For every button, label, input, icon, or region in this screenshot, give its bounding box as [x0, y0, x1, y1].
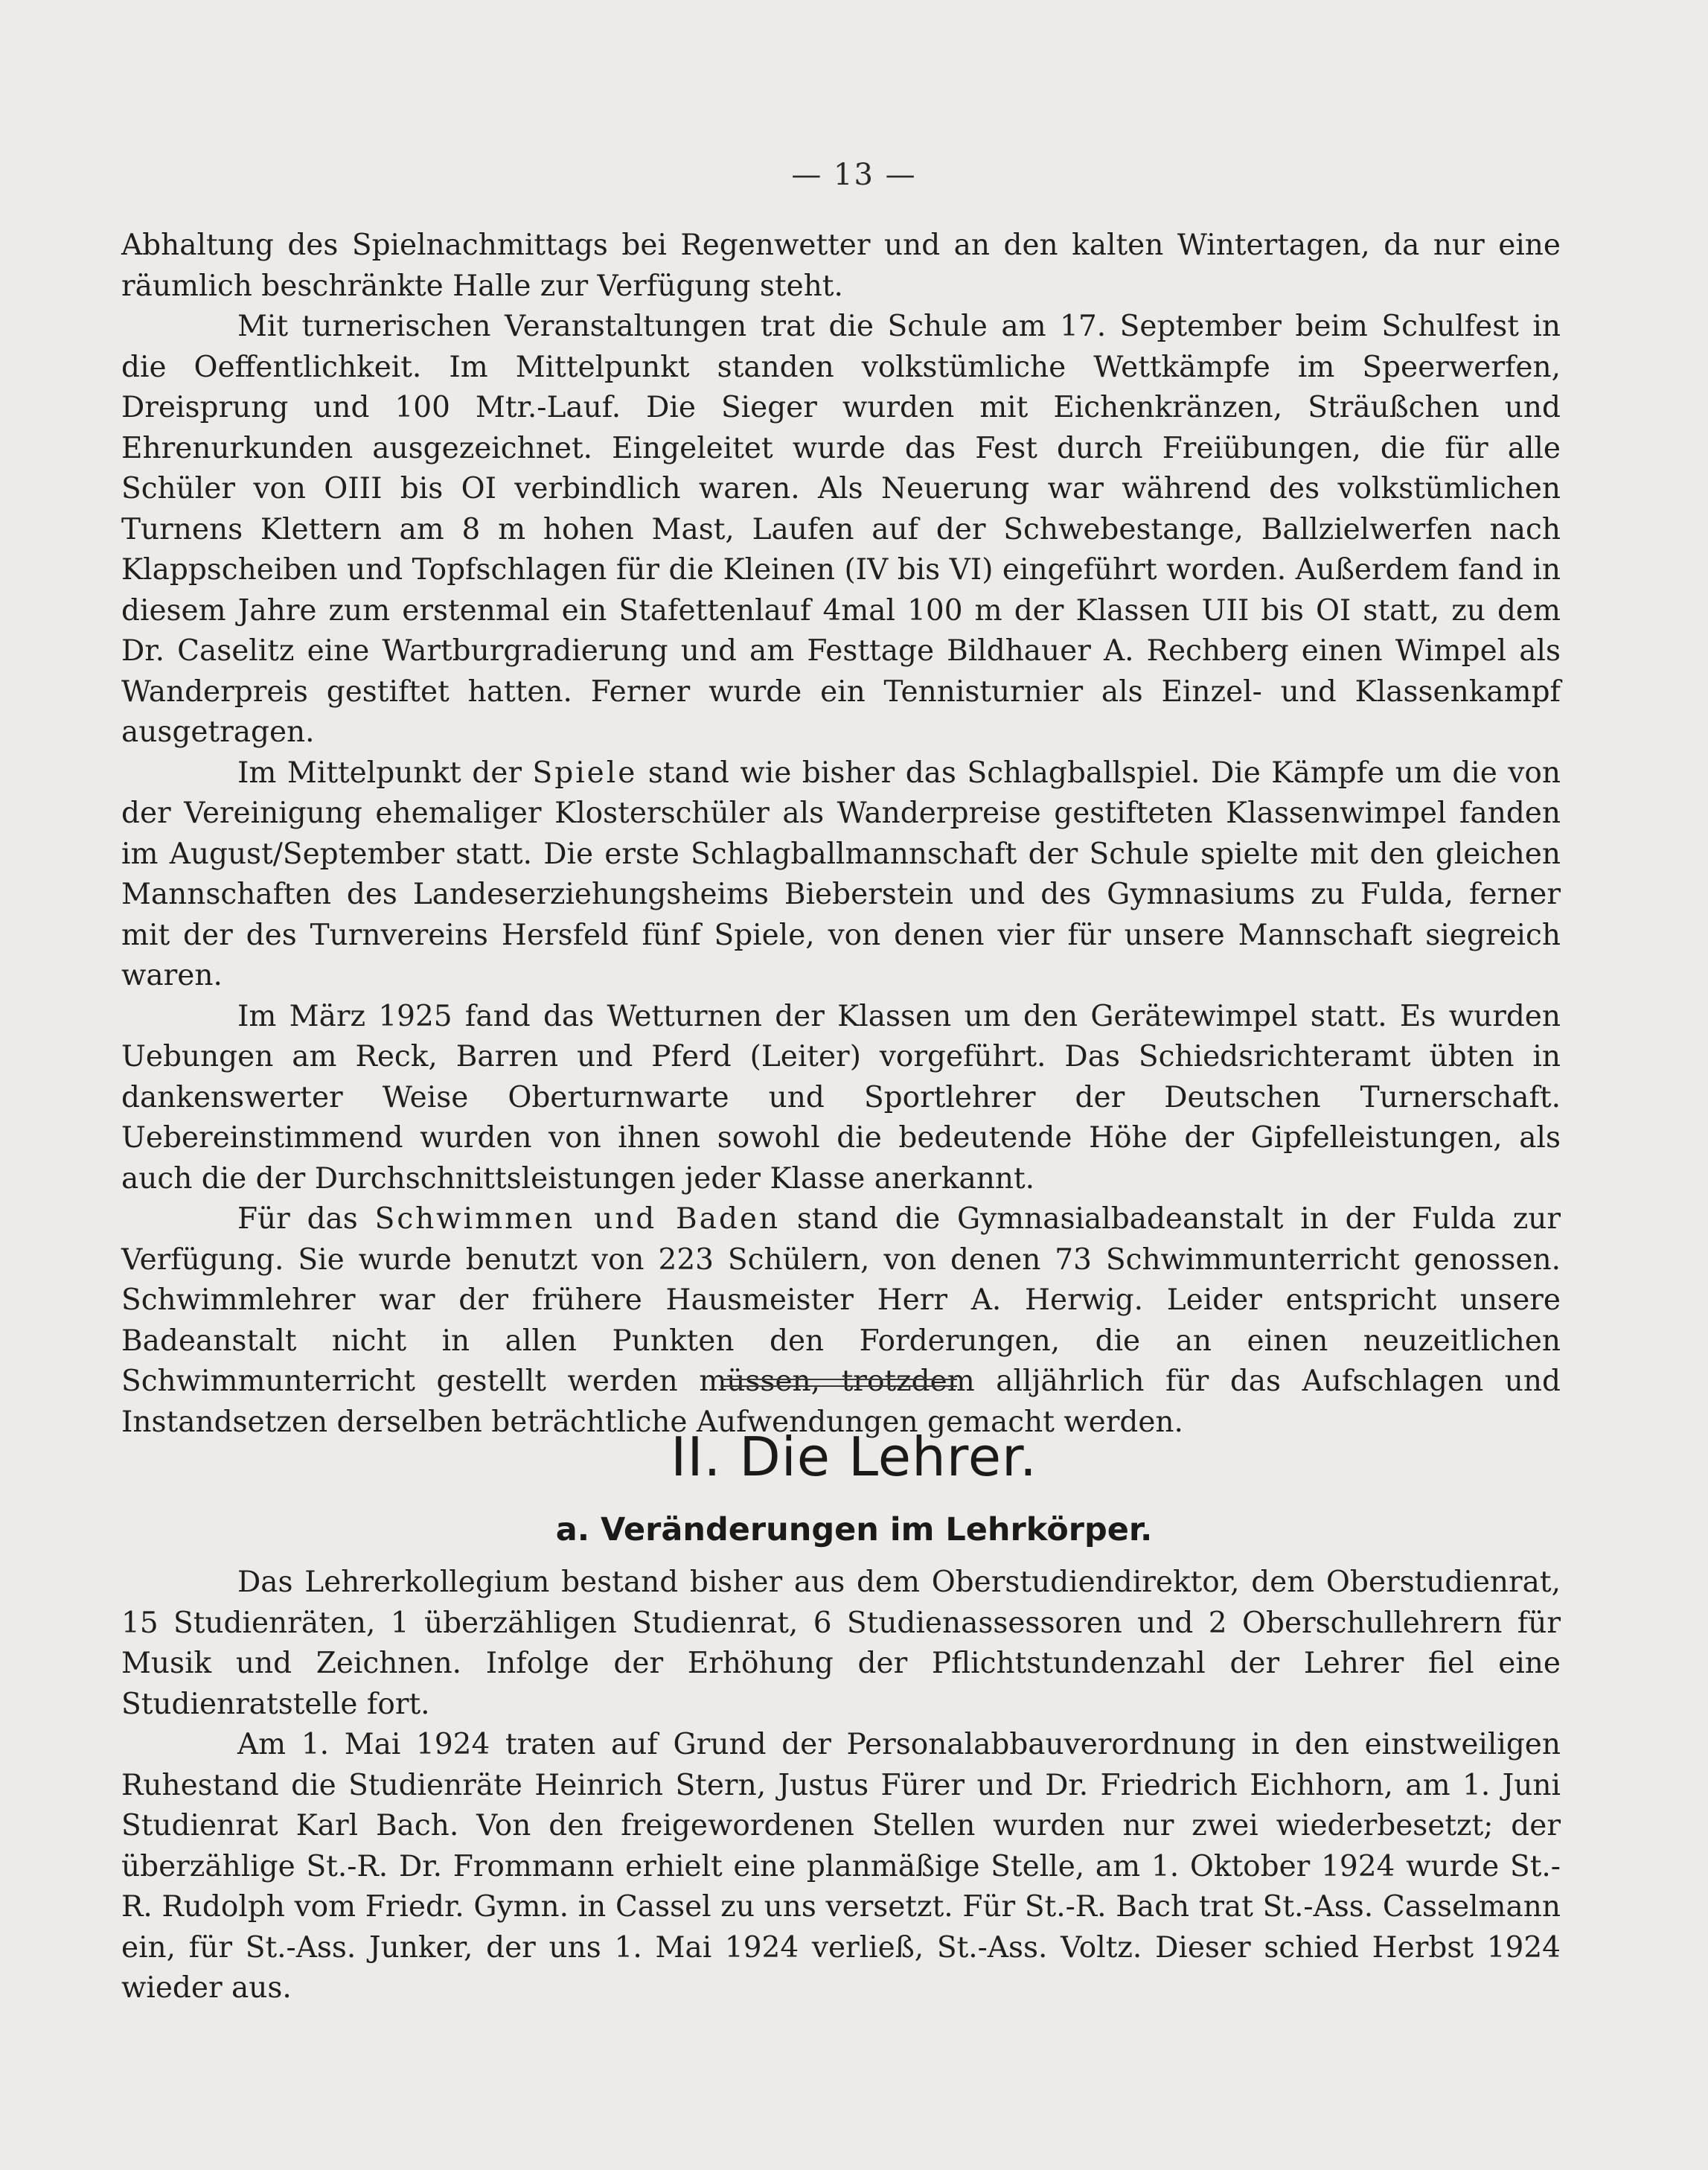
page-number: — 13 — [791, 158, 917, 192]
section-subtitle: a. Veränderungen im Lehrkörper. [555, 1511, 1153, 1548]
paragraph-spiele-start: Im Mittelpunkt der [237, 756, 522, 790]
section-divider [720, 1379, 957, 1387]
paragraph-turnerische-veranstaltungen: Mit turnerischen Veranstaltungen trat die Schule am 17. September beim Schulfest in die Oeffentlichkeit. Im Mittelpunkt standen volkstümliche Wettkämpfe im Speerwerfen, Dreisprung und 100 Mtr.-Lauf. Die Sieger wurden mit Eichenkränzen, Sträußchen und Ehrenurkunden ausgezeichnet. Eingeleitet wurde das Fest durch Freiübungen, die für alle Schüler von OIII bis OI verbindlich waren. Als Neuerung war während des volkstümlichen Turnens Klettern am 8 m hohen Mast, Laufen auf der Schwebestange, Ballzielwerfen nach Klappscheiben und Topfschlagen für die Kleinen (IV bis VI) eingeführt worden. Außerdem fand in diesem Jahre zum erstenmal ein Stafettenlauf 4mal 100 m der Klassen UII bis OI statt, zu dem Dr. Caselitz eine Wartburgradierung und am Festtage Bildhauer A. Rechberg einen Wimpel als Wanderpreis gestiftet hatten. Ferner wurde ein Tennisturnier als Einzel- und Klassenkampf ausgetragen. [121, 310, 1561, 749]
paragraph-wetturnen: Im März 1925 fand das Wetturnen der Klassen um den Gerätewimpel statt. Es wurden Uebungen am Reck, Barren und Pferd (Leiter) vorgeführt. Das Schiedsrichteramt übten in dankenswerter Weise Oberturnwarte und Sportlehrer der Deutschen Turnerschaft. Uebereinstimmend wurden von ihnen sowohl die bedeutende Höhe der Gipfelleistungen, als auch die der Durchschnittsleistungen jeder Klasse anerkannt. [121, 999, 1561, 1196]
paragraph-schwimmen-rest: stand die Gymnasialbadeanstalt in der Fulda zur Verfügung. Sie wurde benutzt von 223 Schülern, von denen 73 Schwimmunterricht genossen. Schwimmlehrer war der frühere Hausmeister Herr A. Herwig. Leider entspricht unsere Badeanstalt nicht in allen Punkten den Forderungen, die an einen neuzeitlichen Schwimmunterricht gestellt werden müssen, trotzdem alljährlich für das Aufschlagen und Instandsetzen derselben beträchtliche Aufwendungen gemacht werden. [121, 1202, 1561, 1439]
paragraph-schwimmen-start: Für das [237, 1202, 358, 1236]
paragraph-personalabbau: Am 1. Mai 1924 traten auf Grund der Personalabbauverordnung in den einstweiligen Ruhestand die Studienräte Heinrich Stern, Justus Fürer und Dr. Friedrich Eichhorn, am 1. Juni Studienrat Karl Bach. Von den freigewordenen Stellen wurden nur zwei wiederbesetzt; der überzählige St.-R. Dr. Frommann erhielt eine planmäßige Stelle, am 1. Oktober 1924 wurde St.-R. Rudolph vom Friedr. Gymn. in Cassel zu uns versetzt. Für St.-R. Bach trat St.-Ass. Casselmann ein, für St.-Ass. Junker, der uns 1. Mai 1924 verließ, St.-Ass. Voltz. Dieser schied Herbst 1924 wieder aus. [121, 1728, 1561, 2005]
paragraph-spiele-rest: stand wie bisher das Schlagballspiel. Die Kämpfe um die von der Vereinigung ehemaliger Klosterschüler als Wanderpreise gestifteten Klassenwimpel fanden im August/September statt. Die erste Schlagballmannschaft der Schule spielte mit den gleichen Mannschaften des Landeserziehungsheims Bieberstein und des Gymnasiums zu Fulda, ferner mit der des Turnvereins Hersfeld fünf Spiele, von denen vier für unsere Mannschaft siegreich waren. [121, 756, 1561, 992]
emphasis-spiele: Spiele [532, 756, 638, 790]
emphasis-schwimmen-baden: Schwimmen und Baden [374, 1202, 781, 1236]
paragraph-schwimmen [121, 1199, 1561, 1443]
paragraph-spiele [121, 753, 1561, 997]
section-title: II. Die Lehrer. [671, 1426, 1037, 1488]
paragraph-continuation: Abhaltung des Spielnachmittags bei Regenwetter und an den kalten Wintertagen, da nur eine räumlich beschränkte Halle zur Verfügung steht. [121, 229, 1561, 303]
body-text-upper [121, 226, 1561, 1443]
body-text-lower [121, 1563, 1561, 2009]
paragraph-lehrerkollegium: Das Lehrerkollegium bestand bisher aus dem Oberstudiendirektor, dem Oberstudienrat, 15 Studienräten, 1 überzähligen Studienrat, 6 Studienassessoren und 2 Oberschullehrern für Musik und Zeichnen. Infolge der Erhöhung der Pflichtstundenzahl der Lehrer fiel eine Studienratstelle fort. [121, 1566, 1561, 1721]
